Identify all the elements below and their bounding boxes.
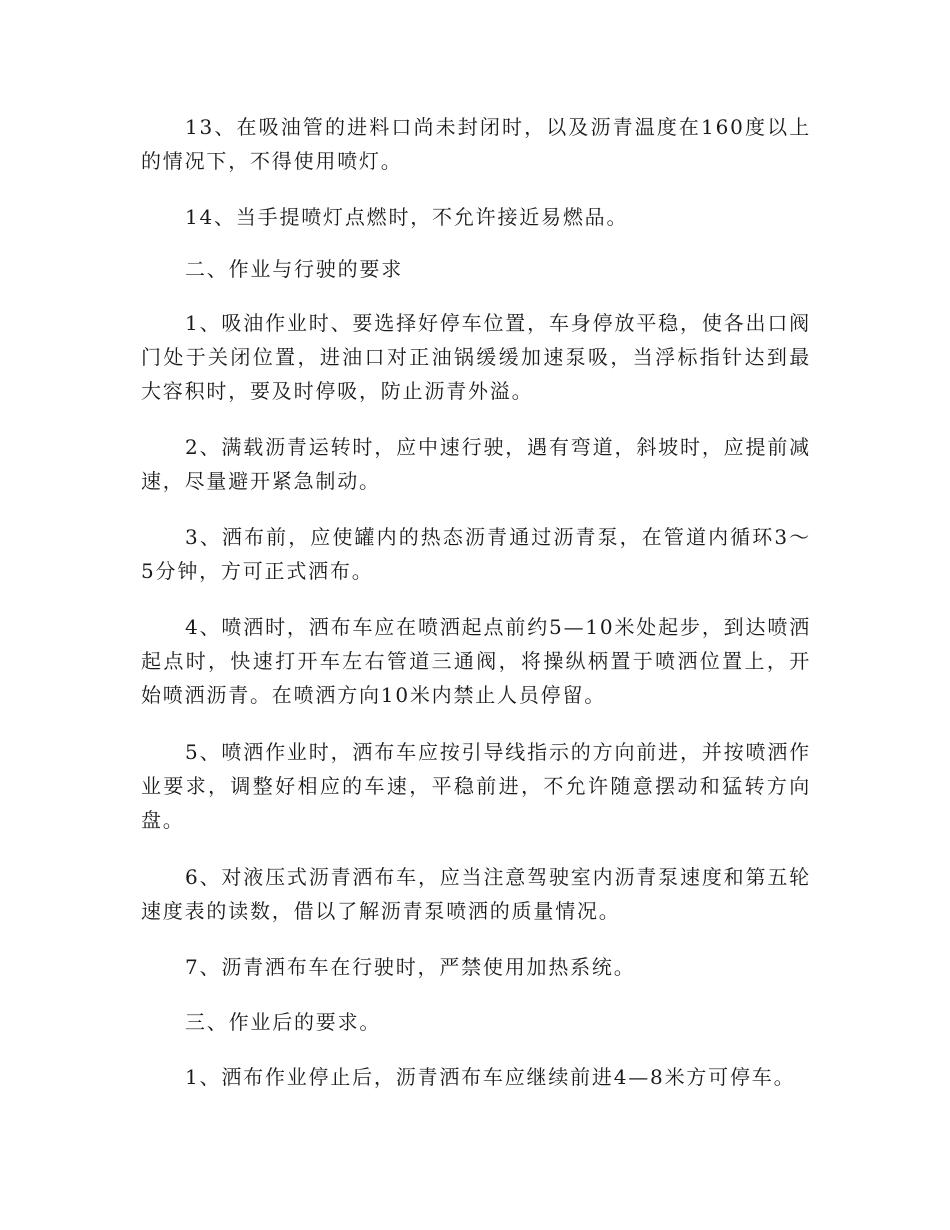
paragraph-item-2: 2、满载沥青运转时，应中速行驶，遇有弯道，斜坡时，应提前减速，尽量避开紧急制动。 [141, 435, 811, 493]
paragraph-item-5: 5、喷洒作业时，洒布车应按引导线指示的方向前进，并按喷洒作业要求，调整好相应的车速，平稳前进，不允许随意摆动和猛转方向盘。 [141, 740, 811, 832]
paragraph-item-4: 4、喷洒时，洒布车应在喷洒起点前约5—10米处起步，到达喷洒起点时，快速打开车左右管道三通阀，将操纵柄置于喷洒位置上，开始喷洒沥青。在喷洒方向10米内禁止人员停留。 [141, 615, 811, 707]
section-heading-3: 三、作业后的要求。 [185, 1010, 382, 1034]
paragraph-item-13: 13、在吸油管的进料口尚未封闭时，以及沥青温度在160度以上的情况下，不得使用喷灯。 [141, 115, 811, 173]
paragraph-item-after-1: 1、洒布作业停止后，沥青洒布车应继续前进4—8米方可停车。 [185, 1065, 796, 1089]
paragraph-item-14: 14、当手提喷灯点燃时，不允许接近易燃品。 [185, 205, 629, 229]
paragraph-item-7: 7、沥青洒布车在行驶时，严禁使用加热系统。 [185, 955, 636, 979]
section-heading-2: 二、作业与行驶的要求 [185, 257, 403, 281]
paragraph-item-6: 6、对液压式沥青洒布车，应当注意驾驶室内沥青泵速度和第五轮速度表的读数，借以了解沥青泵喷洒的质量情况。 [141, 865, 811, 923]
paragraph-item-1: 1、吸油作业时、要选择好停车位置，车身停放平稳，使各出口阀门处于关闭位置，进油口对正油锅缓缓加速泵吸，当浮标指针达到最大容积时，要及时停吸，防止沥青外溢。 [141, 311, 811, 403]
paragraph-item-3: 3、洒布前，应使罐内的热态沥青通过沥青泵，在管道内循环3～5分钟，方可正式洒布。 [141, 525, 811, 583]
